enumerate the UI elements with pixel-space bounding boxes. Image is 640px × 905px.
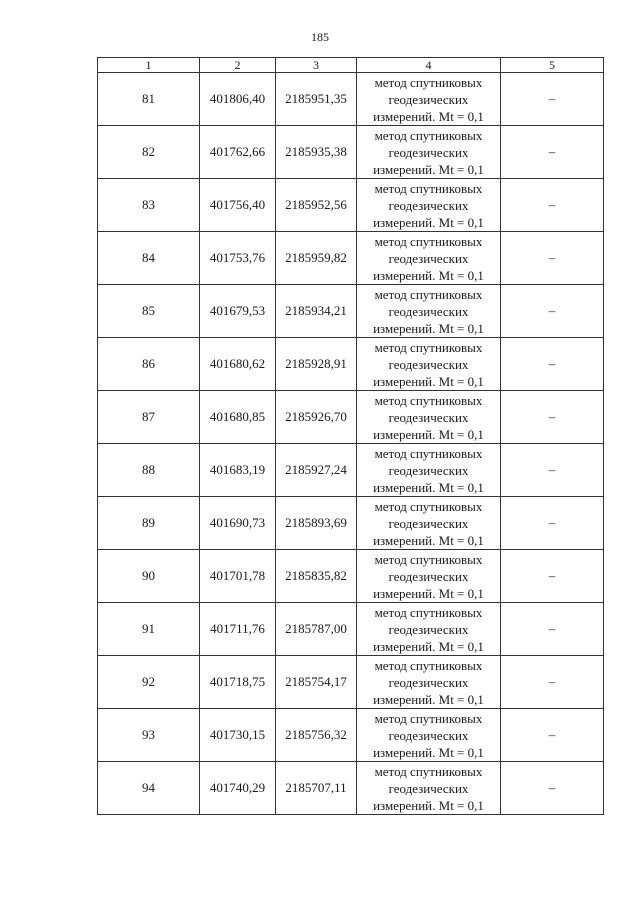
point-number: 93: [98, 709, 200, 762]
table-row: [98, 179, 604, 232]
note-cell: –: [501, 232, 604, 285]
point-number: 94: [98, 762, 200, 815]
point-number: 92: [98, 656, 200, 709]
table-body: [98, 73, 604, 815]
table-row: [98, 232, 604, 285]
point-number: 89: [98, 497, 200, 550]
method-line: измерений. Mt = 0,1: [373, 532, 484, 548]
x-coordinate: 401711,76: [200, 603, 276, 656]
note-cell: –: [501, 762, 604, 815]
column-header: 2: [200, 58, 276, 73]
table-row: [98, 709, 604, 762]
table-header-row: [98, 58, 604, 73]
y-coordinate: 2185935,38: [276, 126, 357, 179]
method-line: измерений. Mt = 0,1: [373, 426, 484, 442]
method-line: метод спутниковых: [374, 286, 483, 302]
note-cell: –: [501, 603, 604, 656]
method-line: геодезических: [388, 197, 469, 213]
method-line: метод спутниковых: [374, 604, 483, 620]
method-line: метод спутниковых: [374, 233, 483, 249]
note-cell: –: [501, 391, 604, 444]
method-line: геодезических: [388, 462, 469, 478]
method-line: геодезических: [388, 91, 469, 107]
table-row: [98, 444, 604, 497]
table-row: [98, 656, 604, 709]
x-coordinate: 401740,29: [200, 762, 276, 815]
point-number: 88: [98, 444, 200, 497]
x-coordinate: 401756,40: [200, 179, 276, 232]
table-row: [98, 338, 604, 391]
method-description: [357, 73, 501, 126]
method-description: [357, 126, 501, 179]
method-line: метод спутниковых: [374, 339, 483, 355]
y-coordinate: 2185787,00: [276, 603, 357, 656]
method-description: [357, 497, 501, 550]
method-line: геодезических: [388, 409, 469, 425]
x-coordinate: 401679,53: [200, 285, 276, 338]
method-line: метод спутниковых: [374, 74, 483, 90]
method-line: измерений. Mt = 0,1: [373, 267, 484, 283]
method-line: измерений. Mt = 0,1: [373, 479, 484, 495]
point-number: 90: [98, 550, 200, 603]
x-coordinate: 401753,76: [200, 232, 276, 285]
method-line: геодезических: [388, 780, 469, 796]
note-cell: –: [501, 126, 604, 179]
y-coordinate: 2185952,56: [276, 179, 357, 232]
method-line: метод спутниковых: [374, 551, 483, 567]
x-coordinate: 401683,19: [200, 444, 276, 497]
x-coordinate: 401806,40: [200, 73, 276, 126]
x-coordinate: 401762,66: [200, 126, 276, 179]
point-number: 91: [98, 603, 200, 656]
y-coordinate: 2185934,21: [276, 285, 357, 338]
note-cell: –: [501, 497, 604, 550]
method-description: [357, 391, 501, 444]
table-row: [98, 603, 604, 656]
point-number: 83: [98, 179, 200, 232]
method-line: измерений. Mt = 0,1: [373, 108, 484, 124]
method-line: геодезических: [388, 568, 469, 584]
column-header: 1: [98, 58, 200, 73]
table-row: [98, 550, 604, 603]
note-cell: –: [501, 656, 604, 709]
method-line: геодезических: [388, 250, 469, 266]
method-line: измерений. Mt = 0,1: [373, 691, 484, 707]
y-coordinate: 2185959,82: [276, 232, 357, 285]
method-line: метод спутниковых: [374, 498, 483, 514]
method-line: метод спутниковых: [374, 763, 483, 779]
method-line: геодезических: [388, 515, 469, 531]
column-header: 3: [276, 58, 357, 73]
table-row: [98, 497, 604, 550]
table-row: [98, 73, 604, 126]
point-number: 85: [98, 285, 200, 338]
point-number: 82: [98, 126, 200, 179]
method-line: метод спутниковых: [374, 180, 483, 196]
table-row: [98, 762, 604, 815]
table-row: [98, 285, 604, 338]
column-header: 5: [501, 58, 604, 73]
method-line: метод спутниковых: [374, 657, 483, 673]
point-number: 87: [98, 391, 200, 444]
method-line: геодезических: [388, 356, 469, 372]
table-row: [98, 126, 604, 179]
method-line: геодезических: [388, 144, 469, 160]
x-coordinate: 401690,73: [200, 497, 276, 550]
x-coordinate: 401718,75: [200, 656, 276, 709]
column-header: 4: [357, 58, 501, 73]
note-cell: –: [501, 179, 604, 232]
method-line: измерений. Mt = 0,1: [373, 320, 484, 336]
y-coordinate: 2185928,91: [276, 338, 357, 391]
method-line: метод спутниковых: [374, 392, 483, 408]
note-cell: –: [501, 709, 604, 762]
x-coordinate: 401701,78: [200, 550, 276, 603]
method-line: измерений. Mt = 0,1: [373, 797, 484, 813]
method-line: геодезических: [388, 303, 469, 319]
method-line: геодезических: [388, 621, 469, 637]
note-cell: –: [501, 444, 604, 497]
y-coordinate: 2185707,11: [276, 762, 357, 815]
method-description: [357, 656, 501, 709]
method-description: [357, 709, 501, 762]
y-coordinate: 2185927,24: [276, 444, 357, 497]
method-description: [357, 603, 501, 656]
method-description: [357, 550, 501, 603]
point-number: 81: [98, 73, 200, 126]
note-cell: –: [501, 73, 604, 126]
method-line: метод спутниковых: [374, 445, 483, 461]
point-number: 84: [98, 232, 200, 285]
coordinates-table: [97, 57, 604, 815]
y-coordinate: 2185754,17: [276, 656, 357, 709]
method-description: [357, 285, 501, 338]
note-cell: –: [501, 285, 604, 338]
method-line: измерений. Mt = 0,1: [373, 585, 484, 601]
y-coordinate: 2185951,35: [276, 73, 357, 126]
method-description: [357, 762, 501, 815]
y-coordinate: 2185926,70: [276, 391, 357, 444]
method-line: геодезических: [388, 727, 469, 743]
y-coordinate: 2185756,32: [276, 709, 357, 762]
x-coordinate: 401680,85: [200, 391, 276, 444]
method-description: [357, 179, 501, 232]
method-line: измерений. Mt = 0,1: [373, 161, 484, 177]
method-line: метод спутниковых: [374, 710, 483, 726]
method-line: геодезических: [388, 674, 469, 690]
x-coordinate: 401680,62: [200, 338, 276, 391]
point-number: 86: [98, 338, 200, 391]
y-coordinate: 2185893,69: [276, 497, 357, 550]
method-description: [357, 338, 501, 391]
method-line: измерений. Mt = 0,1: [373, 638, 484, 654]
method-line: измерений. Mt = 0,1: [373, 214, 484, 230]
x-coordinate: 401730,15: [200, 709, 276, 762]
method-line: метод спутниковых: [374, 127, 483, 143]
page-number: 185: [311, 30, 329, 44]
method-line: измерений. Mt = 0,1: [373, 373, 484, 389]
y-coordinate: 2185835,82: [276, 550, 357, 603]
method-description: [357, 232, 501, 285]
method-line: измерений. Mt = 0,1: [373, 744, 484, 760]
method-description: [357, 444, 501, 497]
table-row: [98, 391, 604, 444]
note-cell: –: [501, 338, 604, 391]
note-cell: –: [501, 550, 604, 603]
